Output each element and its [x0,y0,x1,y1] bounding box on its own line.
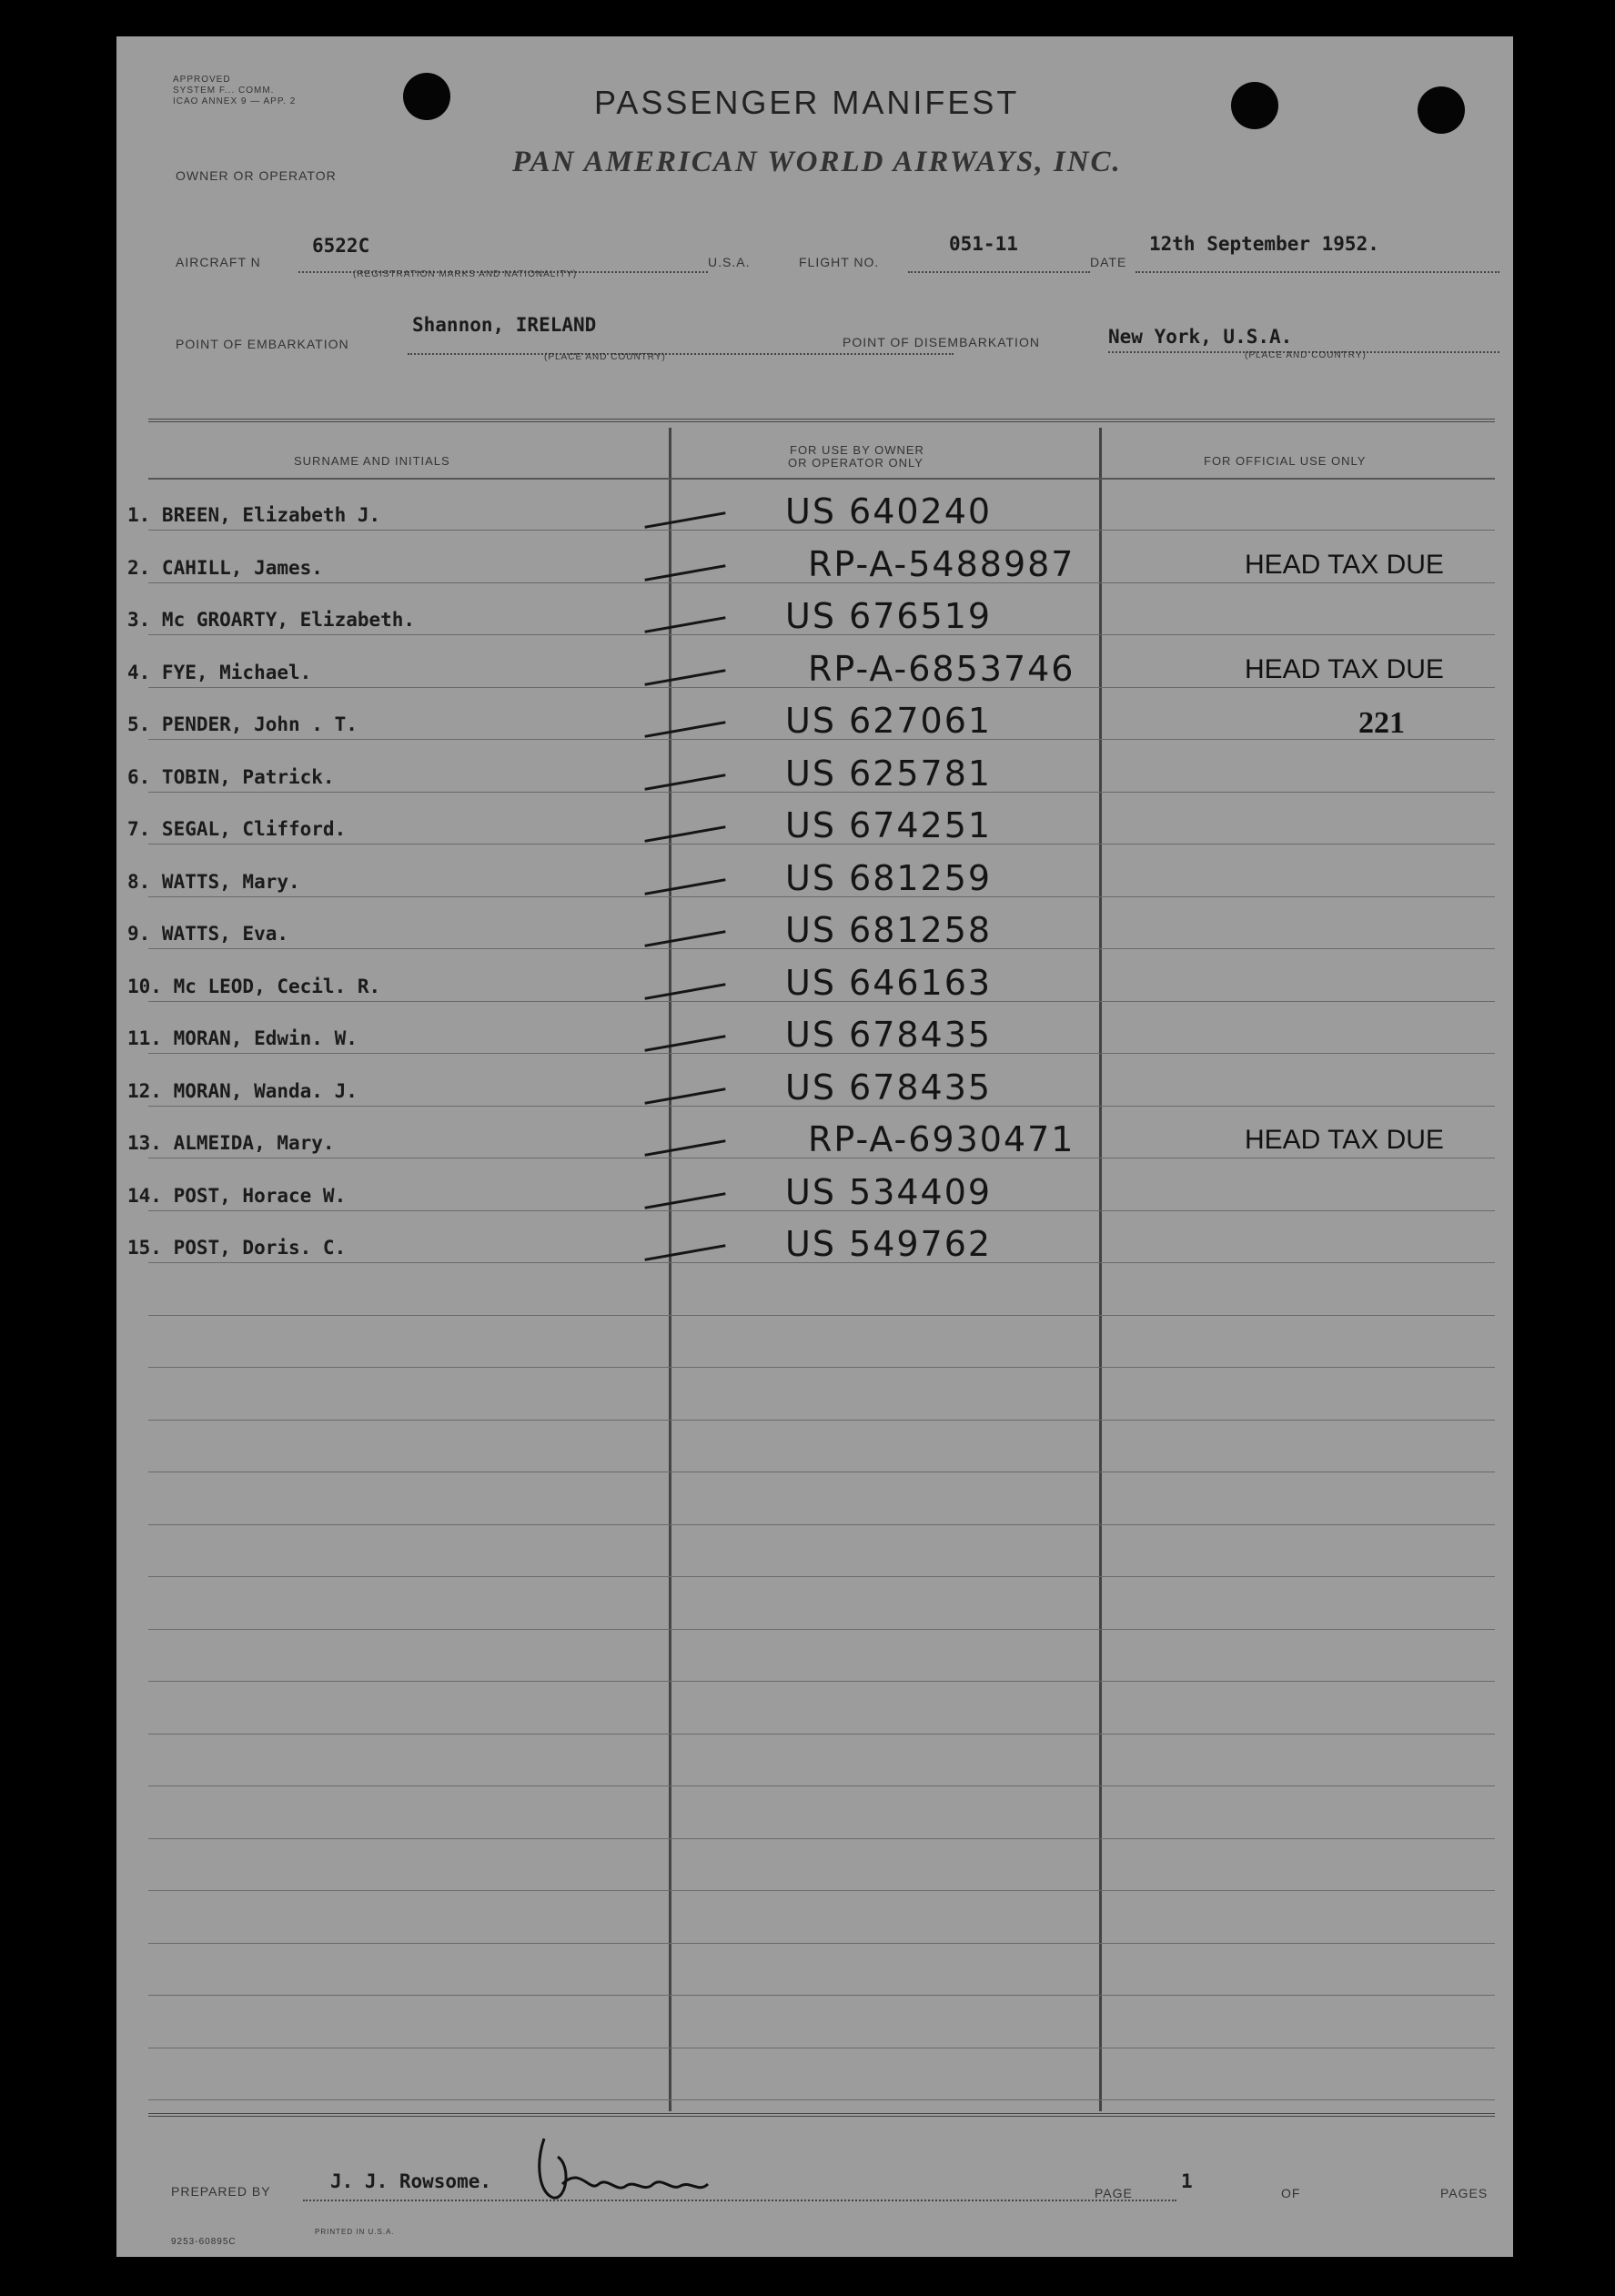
passenger-name: 3. Mc GROARTY, Elizabeth. [127,609,416,631]
row-line [148,582,1495,583]
passport-number: US 678435 [785,1015,993,1055]
check-mark [644,616,725,633]
disembarkation-label: POINT OF DISEMBARKATION [843,335,1040,349]
flight-value: 051-11 [949,233,1018,255]
passport-number: US 627061 [785,701,993,741]
blank-row-line [148,1576,1495,1577]
passport-number: US 681258 [785,910,993,950]
date-label: DATE [1090,255,1127,269]
page-label: PAGE [1095,2186,1133,2200]
registration-note: (REGISTRATION MARKS AND NATIONALITY) [353,269,578,279]
prepared-by-label: PREPARED BY [171,2184,271,2199]
passenger-name: 15. POST, Doris. C. [127,1237,347,1259]
blank-row-line [148,2099,1495,2100]
check-mark [644,1192,725,1209]
punch-hole [403,73,450,120]
embarkation-value: Shannon, IRELAND [412,314,597,336]
row-line [148,687,1495,688]
check-mark [644,983,725,1000]
flight-label: FLIGHT NO. [799,255,880,269]
printer-mark: PRINTED IN U.S.A. [315,2228,395,2236]
passport-number: RP-A-5488987 [808,543,1075,584]
passport-number: US 625781 [785,753,993,794]
passport-number: US 534409 [785,1171,993,1212]
owner-value: PAN AMERICAN WORLD AIRWAYS, INC. [512,146,1122,178]
usa-label: U.S.A. [708,255,751,269]
row-line [148,739,1495,740]
punch-hole [1418,86,1465,134]
passport-number: US 646163 [785,962,993,1003]
passport-number: RP-A-6853746 [808,648,1075,689]
row-line [148,1001,1495,1002]
punch-hole [1231,82,1278,129]
passenger-name: 11. MORAN, Edwin. W. [127,1027,358,1049]
check-mark [644,721,725,738]
official-note: HEAD TAX DUE [1245,549,1444,580]
passenger-name: 14. POST, Horace W. [127,1184,347,1207]
row-line [148,634,1495,635]
passport-number: US 681259 [785,857,993,898]
blank-row-line [148,1420,1495,1421]
column-official-header: FOR OFFICIAL USE ONLY [1204,454,1367,468]
blank-row-line [148,1995,1495,1996]
row-line [148,1053,1495,1054]
aircraft-label: AIRCRAFT N [176,255,261,269]
embarkation-label: POINT OF EMBARKATION [176,337,349,351]
check-mark [644,774,725,791]
blank-row-line [148,1367,1495,1368]
of-label: OF [1281,2186,1301,2200]
passport-number: US 676519 [785,596,993,636]
row-line [148,896,1495,897]
pages-label: PAGES [1440,2186,1489,2200]
check-mark [644,825,725,843]
official-note: HEAD TAX DUE [1245,653,1444,684]
passenger-name: 13. ALMEIDA, Mary. [127,1132,335,1154]
passenger-name: 7. SEGAL, Clifford. [127,818,347,840]
blank-row-line [148,1943,1495,1944]
passenger-name: 6. TOBIN, Patrick. [127,765,335,788]
row-line [148,792,1495,793]
disembarkation-value: New York, U.S.A. [1108,326,1293,348]
row-line [148,1210,1495,1211]
blank-row-line [148,1734,1495,1735]
form-number: 9253-60895C [171,2237,237,2247]
approval-line: SYSTEM F... COMM. [173,86,275,96]
passenger-name: 2. CAHILL, James. [127,556,323,579]
row-line [148,948,1495,949]
passport-number: US 549762 [785,1224,993,1264]
column-name-header: SURNAME AND INITIALS [294,454,450,468]
aircraft-value: 6522C [312,235,370,257]
passenger-name: 8. WATTS, Mary. [127,870,300,893]
passenger-name: 1. BREEN, Elizabeth J. [127,504,381,526]
passenger-name: 12. MORAN, Wanda. J. [127,1079,358,1102]
blank-row-line [148,1890,1495,1891]
row-line [148,1106,1495,1107]
blank-row-line [148,1315,1495,1316]
check-mark [644,1244,725,1261]
official-note: 221 [1358,706,1405,740]
check-mark [644,1035,725,1052]
blank-row-line [148,1681,1495,1682]
row-line [148,844,1495,845]
check-mark [644,1139,725,1157]
column-owner-header-1: FOR USE BY OWNER [790,443,924,457]
check-mark [644,1087,725,1105]
check-mark [644,669,725,686]
blank-row-line [148,1785,1495,1786]
passport-number: US 674251 [785,805,993,845]
date-value: 12th September 1952. [1149,233,1379,255]
approval-line: APPROVED [173,75,231,85]
approval-line: ICAO ANNEX 9 — APP. 2 [173,96,297,106]
check-mark [644,930,725,947]
place-note: (PLACE AND COUNTRY) [544,352,666,362]
check-mark [644,511,725,529]
signature [517,2129,735,2211]
column-owner-header-2: OR OPERATOR ONLY [788,456,924,470]
owner-label: OWNER OR OPERATOR [176,168,337,183]
place-note: (PLACE AND COUNTRY) [1245,350,1367,360]
form-title: PASSENGER MANIFEST [594,84,1020,121]
blank-row-line [148,1524,1495,1525]
official-note: HEAD TAX DUE [1245,1125,1444,1155]
row-line [148,1262,1495,1263]
passport-number: US 678435 [785,1067,993,1108]
manifest-sheet [116,36,1513,2257]
passport-number: RP-A-6930471 [808,1119,1075,1159]
passenger-name: 9. WATTS, Eva. [127,923,289,945]
passenger-name: 4. FYE, Michael. [127,661,312,683]
passenger-name: 10. Mc LEOD, Cecil. R. [127,975,381,997]
row-line [148,530,1495,531]
check-mark [644,564,725,582]
passport-number: US 640240 [785,491,993,531]
passenger-name: 5. PENDER, John . T. [127,713,358,735]
blank-row-line [148,1838,1495,1839]
blank-row-line [148,1629,1495,1630]
page-value: 1 [1181,2170,1193,2192]
prepared-by-value: J. J. Rowsome. [330,2170,492,2192]
check-mark [644,878,725,895]
